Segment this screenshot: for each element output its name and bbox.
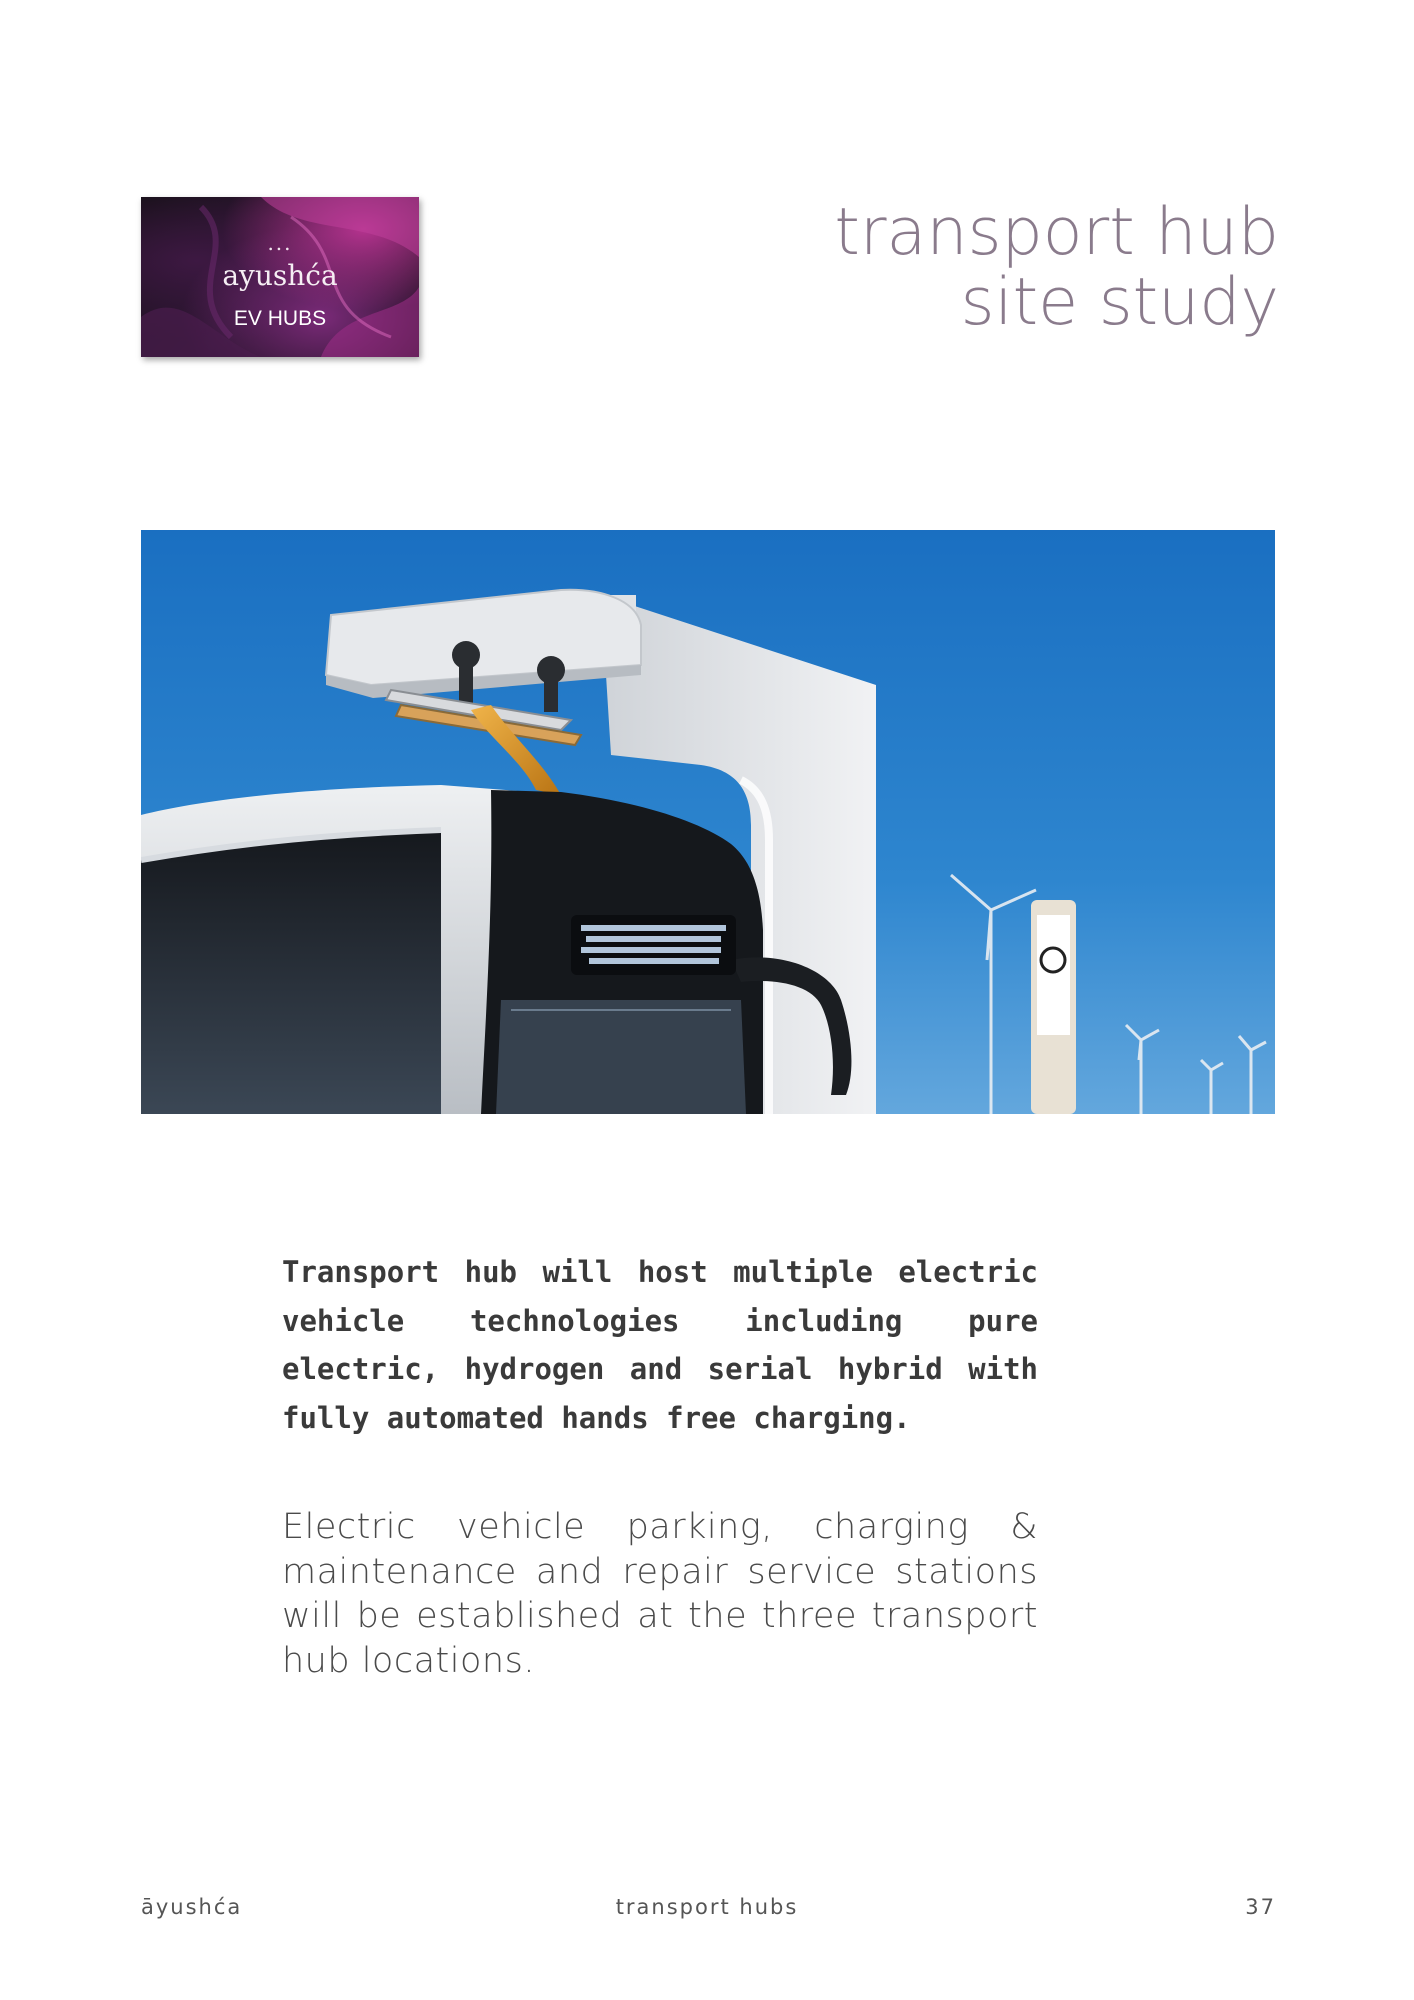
page-title [639,195,1279,340]
bus-charging-illustration [141,530,1275,1114]
footer-section-title: transport hubs [615,1895,799,1919]
page-title-line-2: site study [960,265,1279,340]
page-title-line-1: transport hub [834,195,1279,270]
description-paragraph: Electric vehicle parking, charging & maintenance and repair service stations will be established at the three transport hub locations. [282,1507,1038,1681]
page-number: 37 [1245,1895,1276,1919]
logo-wordmark: ayushća [222,259,338,292]
hero-image [141,530,1275,1114]
logo-subtitle: EV HUBS [233,307,327,330]
intro-paragraph: Transport hub will host multiple electric vehicle technologies including pure electric, hydrogen and serial hybrid with fully automated hands free charging. [282,1255,1038,1435]
logo-dots: ... [267,231,293,255]
footer-brand: āyushća [141,1895,243,1919]
brand-logo [141,197,419,357]
